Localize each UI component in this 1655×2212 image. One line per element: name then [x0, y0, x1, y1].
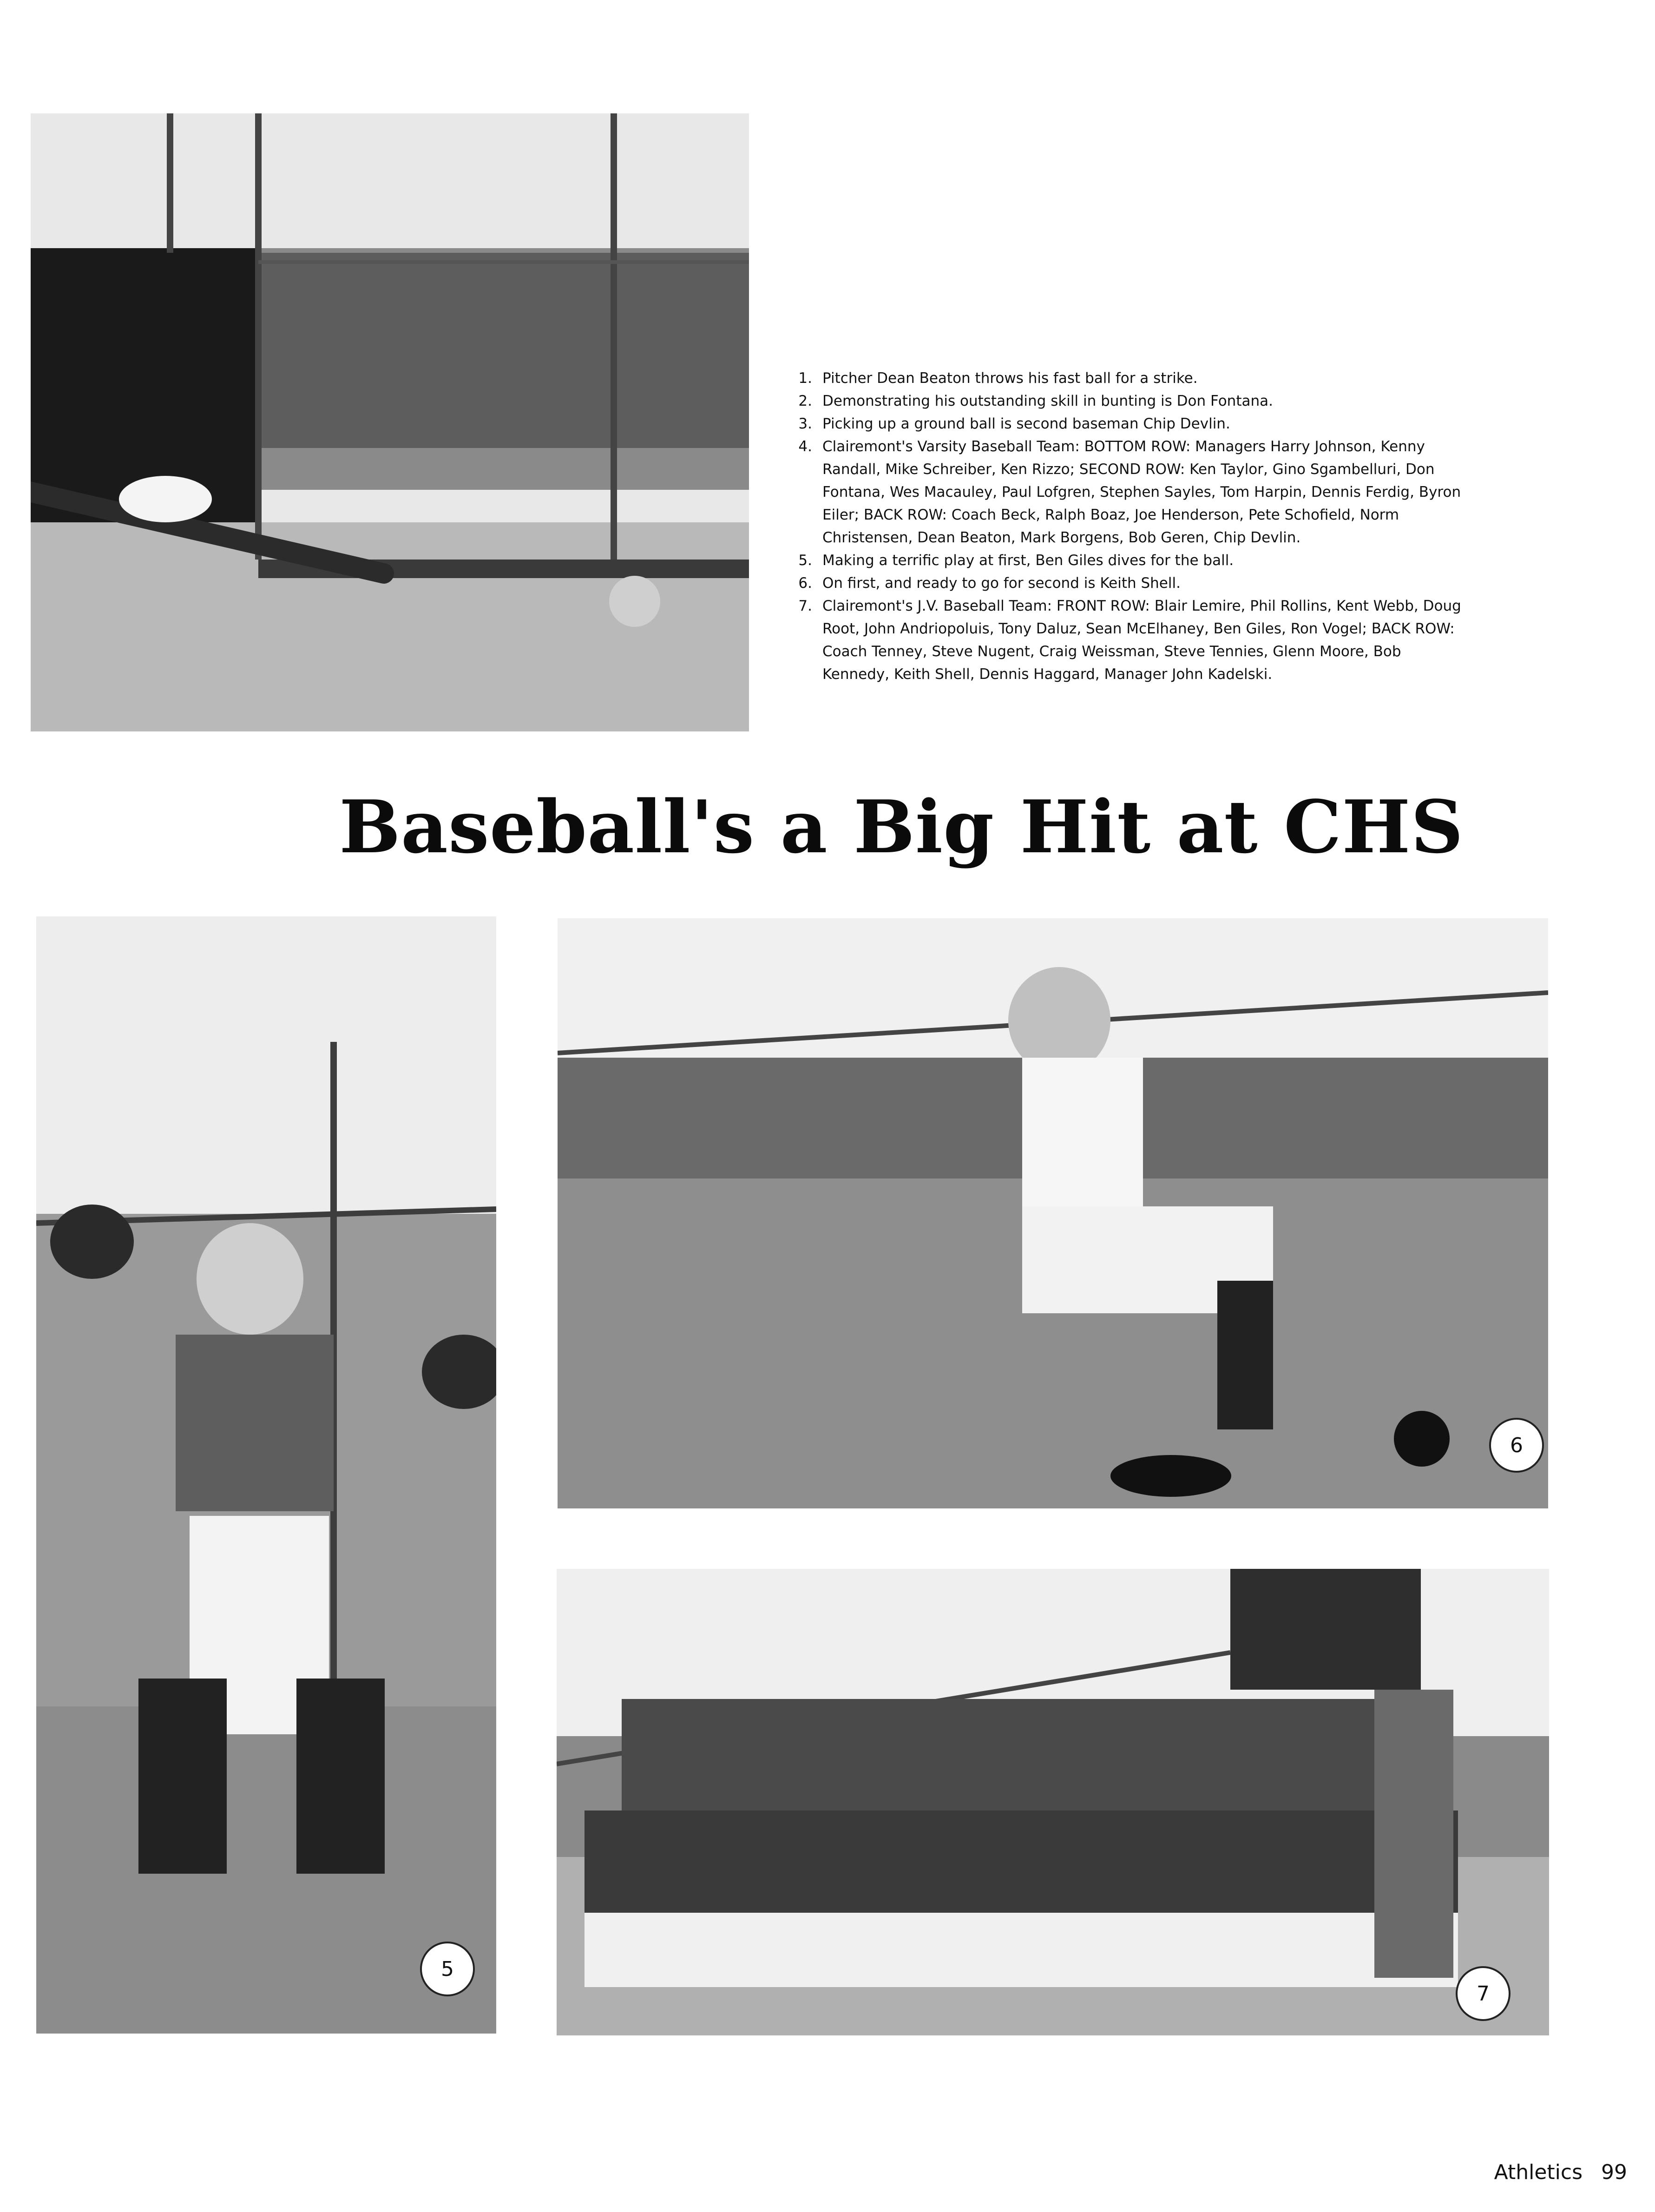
caption-text: Picking up a ground ball is second baseman Chip Devlin.	[822, 415, 1230, 432]
captions-list	[790, 367, 1468, 686]
caption-text: Clairemont's Varsity Baseball Team: BOTTOM ROW: Managers Harry Johnson, Kenny Randall, Mike Schreiber, Ken Rizzo; SECOND ROW: Ken Taylor, Gino Sgambelluri, Don Fontana, Wes Macauley, Paul Lofgren, Stephen Sayles, Tom Harpin, Dennis Ferdig, Byron Eiler; BACK ROW: Coach Beck, Ralph Boaz, Joe Henderson, Pete Schofield, Norm Christensen, Dean Beaton, Mark Borgens, Bob Geren, Chip Devlin.	[822, 438, 1461, 546]
caption-item	[790, 413, 1468, 435]
photo-catcher	[36, 916, 496, 2034]
page-number: 99	[1601, 2160, 1627, 2184]
caption-text: Making a terrific play at first, Ben Giles dives for the ball.	[822, 552, 1234, 569]
photo-jv-team-image	[557, 1569, 1549, 2035]
caption-number: 3.	[798, 415, 812, 432]
page-headline: Baseball's a Big Hit at CHS	[339, 784, 1464, 869]
photo-catcher-image	[36, 916, 496, 2034]
caption-text: On first, and ready to go for second is Keith Shell.	[822, 575, 1181, 592]
page-footer	[1494, 2160, 1627, 2184]
caption-item	[790, 595, 1468, 686]
photo-bunting	[31, 113, 749, 731]
caption-number: 4.	[798, 438, 812, 455]
photo-runner	[558, 918, 1548, 1508]
caption-item	[790, 435, 1468, 549]
photo-number-badge: 7	[1456, 1966, 1511, 2021]
caption-number: 1.	[798, 370, 812, 387]
caption-item	[790, 572, 1468, 595]
photo-number-badge: 6	[1489, 1418, 1544, 1473]
photo-number-badge: 5	[420, 1942, 475, 1996]
caption-number: 7.	[798, 598, 812, 614]
caption-text: Demonstrating his outstanding skill in bunting is Don Fontana.	[822, 393, 1273, 409]
caption-number: 2.	[798, 393, 812, 409]
caption-number: 5.	[798, 552, 812, 569]
caption-item	[790, 390, 1468, 413]
caption-text: Clairemont's J.V. Baseball Team: FRONT ROW: Blair Lemire, Phil Rollins, Kent Webb, Doug Root, John Andriopoluis, Tony Daluz, Sean McElhaney, Ben Giles, Ron Vogel; BACK ROW: Coach Tenney, Steve Nugent, Craig Weissman, Steve Tennies, Glenn Moore, Bob Kennedy, Keith Shell, Dennis Haggard, Manager John Kadelski.	[822, 598, 1461, 683]
photo-bunting-image	[31, 113, 749, 731]
caption-item	[790, 367, 1468, 390]
section-label: Athletics	[1494, 2160, 1583, 2184]
caption-item	[790, 549, 1468, 572]
photo-jv-team	[557, 1569, 1549, 2035]
photo-runner-image	[558, 918, 1548, 1508]
caption-text: Pitcher Dean Beaton throws his fast ball for a strike.	[822, 370, 1198, 387]
caption-number: 6.	[798, 575, 812, 592]
